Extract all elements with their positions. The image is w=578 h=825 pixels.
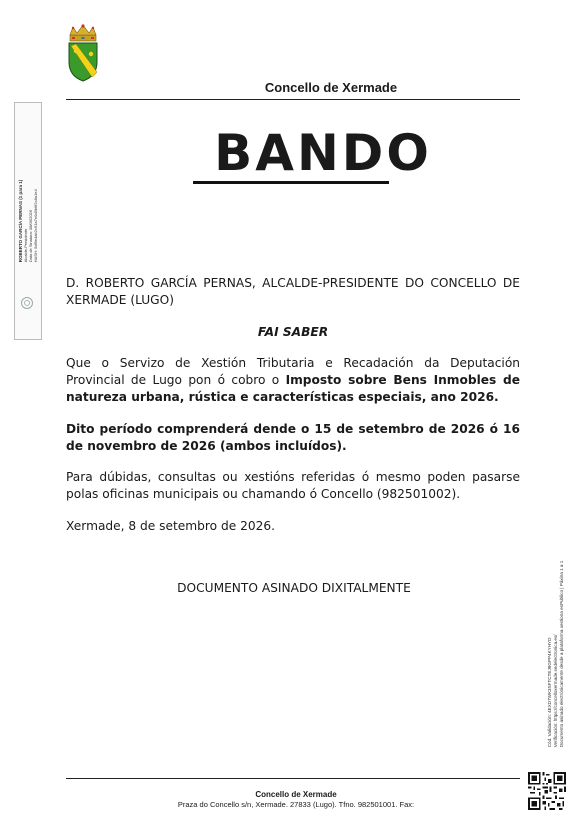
footer-organization: Concello de Xermade — [255, 790, 337, 799]
coat-of-arms-icon — [64, 24, 102, 82]
fai-saber-heading: FAI SABER — [257, 325, 329, 339]
announcement-lead: Que o Servizo de Xestión Tributaria e Recadación da Deputación Provincial de Lugo pon ó cobro o — [66, 356, 520, 387]
intro-paragraph: D. ROBERTO GARCÍA PERNAS, ALCALDE-PRESIDENTE DO CONCELLO DE XERMADE (LUGO) — [66, 276, 520, 307]
header-divider — [66, 99, 520, 100]
date-place: Xermade, 8 de setembro de 2026. — [66, 519, 275, 533]
verification-strip — [541, 536, 571, 772]
signature-role: Alcalde-Presidente — [23, 228, 28, 263]
signature-date: Data de Sinatura: 08/09/2026 — [28, 209, 33, 263]
announcement-tax: Imposto sobre Bens Inmobles de natureza urbana, rústica e características especiais, ano 2026. — [66, 373, 520, 404]
digitally-signed-note: DOCUMENTO ASINADO DIXITALMENTE — [177, 581, 411, 595]
signature-signer: ROBERTO GARCÍA PERNAS (1 para 1) — [18, 179, 23, 263]
signature-hash: HASH: 5df9e4ab2c91a7e0d3b6f2c8a1e4 — [33, 189, 38, 263]
footer-divider — [66, 778, 520, 779]
signature-platform-note: Documento asinado electrónicamente desde a plataforma xestiona esPublico | Páxina 1 a 1 — [559, 560, 564, 748]
title-underline — [193, 181, 389, 184]
period-paragraph: Dito período comprenderá dende o 15 de setembro de 2026 ó 16 de novembro de 2026 (ambos incluídos). — [66, 422, 520, 453]
verification-url[interactable]: Verificación: https://concelloxermade.sedelectronica.es/ — [553, 634, 558, 748]
validation-code: Cód. Validación: 4EXD7WK3SFTCTEJ9GPP4KYHYD — [547, 637, 552, 748]
document-body — [66, 275, 520, 597]
digital-seal-icon — [20, 295, 34, 309]
organization-header: Concello de Xermade — [264, 80, 398, 95]
contact-paragraph: Para dúbidas, consultas ou xestións referidas ó mesmo poden pasarse polas oficinas municipais ou chamando ó Concello (982501002). — [66, 470, 520, 501]
announcement-paragraph — [66, 355, 520, 406]
footer-address: Praza do Concello s/n, Xermade. 27833 (Lugo). Tfno. 982501001. Fax: — [177, 800, 415, 809]
document-title: BANDO — [214, 124, 432, 182]
